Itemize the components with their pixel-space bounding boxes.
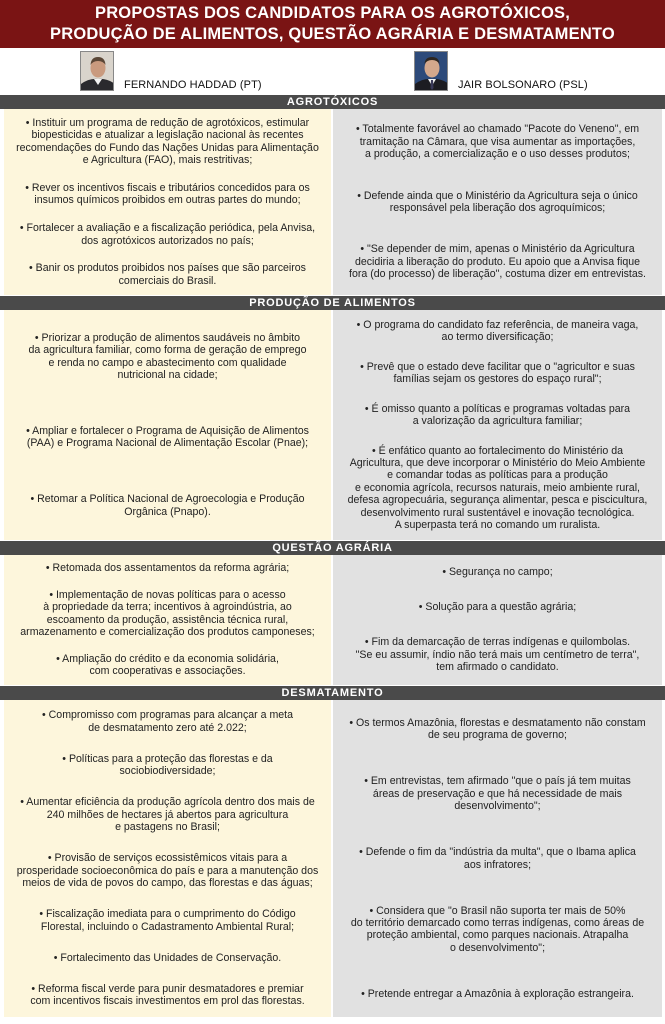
proposal-item: • Compromisso com programas para alcançar a meta de desmatamento zero até 2.022; — [42, 709, 293, 734]
proposal-item: • Aumentar eficiência da produção agrícola dentro dos mais de 240 milhões de hectares já abertos para agricultura e pastagens no Brasil; — [20, 796, 315, 834]
desmatamento-left-panel — [4, 700, 331, 1017]
proposal-item: • Pretende entregar a Amazônia à exploração estrangeira. — [361, 987, 634, 1000]
proposal-item: • Ampliar e fortalecer o Programa de Aquisição de Alimentos (PAA) e Programa Nacional de Alimentação Escolar (Pnae); — [26, 424, 309, 450]
title-line-1: PROPOSTAS DOS CANDIDATOS PARA OS AGROTÓXICOS, — [94, 4, 570, 22]
candidate-right-name: JAIR BOLSONARO (PSL) — [458, 79, 588, 91]
section-title-agrotoxicos: AGROTÓXICOS — [0, 95, 665, 109]
proposal-item: • O programa do candidato faz referência, de maneira vaga, ao termo diversificação; — [356, 318, 639, 343]
proposal-item: • Defende o fim da "indústria da multa", que o Ibama aplica aos infratores; — [359, 846, 636, 871]
proposal-item: • Solução para a questão agrária; — [418, 601, 577, 614]
proposal-item: • Fortalecimento das Unidades de Conservação. — [53, 951, 282, 964]
proposal-item: • Considera que "o Brasil não suporta ter mais de 50% do território demarcado como terras indígenas, como áreas de proteção ambiental, como parques nacionais. Atrapalha o desenvolvimento"; — [350, 904, 645, 954]
section-title-questao-agraria: QUESTÃO AGRÁRIA — [0, 541, 665, 555]
agrotoxicos-left-panel — [4, 109, 331, 295]
proposal-item: • Implementação de novas políticas para o acesso à propriedade da terra; incentivos à agroindústria, ao escoamento da produção, assistência técnica rural, armazenamento e comercialização dos produtos camponeses; — [20, 588, 315, 639]
proposal-item: • Retomada dos assentamentos da reforma agrária; — [45, 562, 290, 575]
questao-left-panel — [4, 555, 331, 685]
proposal-item: • "Se depender de mim, apenas o Ministério da Agricultura decidiria a liberação do produto. Eu apoio que a Anvisa fique fora (do processo) de liberação", costuma dizer em entrevistas. — [349, 243, 646, 281]
proposal-item: • Fortalecer a avaliação e a fiscalização periódica, pela Anvisa, dos agrotóxicos autorizados no país; — [19, 222, 316, 247]
candidate-left-name: FERNANDO HADDAD (PT) — [124, 79, 262, 91]
section-title-desmatamento: DESMATAMENTO — [0, 686, 665, 700]
proposal-item: • Segurança no campo; — [442, 566, 553, 579]
desmatamento-right-panel — [333, 700, 662, 1017]
producao-right-panel — [333, 310, 662, 540]
title-line-2: PRODUÇÃO DE ALIMENTOS, QUESTÃO AGRÁRIA E DESMATAMENTO — [50, 25, 615, 43]
proposal-item: • Rever os incentivos fiscais e tributários concedidos para os insumos químicos proibidos em outras partes do mundo; — [25, 181, 310, 207]
proposal-item: • Instituir um programa de redução de agrotóxicos, estimular biopesticidas e atualizar a legislação nacional às recentes recomendações do Fundo das Nações Unidas para Alimentação e Agricultura (FAO), mais restritivas; — [16, 116, 319, 166]
candidates-row — [0, 48, 665, 95]
title-banner — [0, 0, 665, 48]
proposal-item: • É omisso quanto a políticas e programas voltadas para a valorização da agricultura familiar; — [364, 402, 631, 427]
proposal-item: • Reforma fiscal verde para punir desmatadores e premiar com incentivos fiscais investimentos em prol das florestas. — [30, 982, 305, 1008]
section-title-producao: PRODUÇÃO DE ALIMENTOS — [0, 296, 665, 310]
proposal-item: • Priorizar a produção de alimentos saudáveis no âmbito da agricultura familiar, como forma de geração de emprego e renda no campo e abastecimento com qualidade nutricional na cidade; — [28, 331, 307, 381]
proposal-item: • Os termos Amazônia, florestas e desmatamento não constam de seu programa de governo; — [349, 716, 646, 742]
haddad-photo — [80, 51, 114, 91]
proposal-item: • Defende ainda que o Ministério da Agricultura seja o único responsável pela liberação dos agroquímicos; — [357, 189, 638, 214]
proposal-item: • Prevê que o estado deve facilitar que o "agricultor e suas famílias sejam os gestores do espaço rural"; — [360, 360, 635, 385]
proposal-item: • É enfático quanto ao fortalecimento do Ministério da Agricultura, que deve incorporar o Ministério do Meio Ambiente e comandar todas as políticas para a produção e economia agrícola, recursos naturais, meio ambiente rural, defesa agropecuária, segurança alimentar, pesca e piscicultura, desenvolvimento rural sustentável e inovação tecnológica. A superpasta terá no comando um ruralista. — [347, 444, 648, 531]
agrotoxicos-right-panel — [333, 109, 662, 295]
bolsonaro-photo — [414, 51, 448, 91]
proposal-item: • Em entrevistas, tem afirmado "que o país já tem muitas áreas de preservação e que há necessidade de mais desenvolvimento"; — [364, 775, 631, 813]
proposal-item: • Totalmente favorável ao chamado "Pacote do Veneno", em tramitação na Câmara, que visa aumentar as importações, a produção, a comercialização e o uso desses produtos; — [355, 123, 640, 161]
producao-left-panel — [4, 310, 331, 540]
proposal-item: • Banir os produtos proibidos nos países que são parceiros comerciais do Brasil. — [29, 262, 306, 287]
proposal-item: • Fiscalização imediata para o cumprimento do Código Florestal, incluindo o Cadastramento Ambiental Rural; — [39, 908, 296, 933]
questao-right-panel — [333, 555, 662, 685]
proposal-item: • Ampliação do crédito e da economia solidária, com cooperativas e associações. — [56, 652, 279, 678]
proposal-item: • Políticas para a proteção das florestas e da sociobiodiversidade; — [62, 752, 273, 778]
proposal-item: • Fim da demarcação de terras indígenas e quilombolas. "Se eu assumir, índio não terá mais um centímetro de terra", tem afirmado o candidato. — [355, 636, 640, 674]
proposal-item: • Provisão de serviços ecossistêmicos vitais para a prosperidade socioeconômica do país e para a manutenção dos meios de vida de povos do campo, das florestas e das águas; — [16, 852, 319, 890]
proposal-item: • Retomar a Política Nacional de Agroecologia e Produção Orgânica (Pnapo). — [30, 493, 305, 518]
